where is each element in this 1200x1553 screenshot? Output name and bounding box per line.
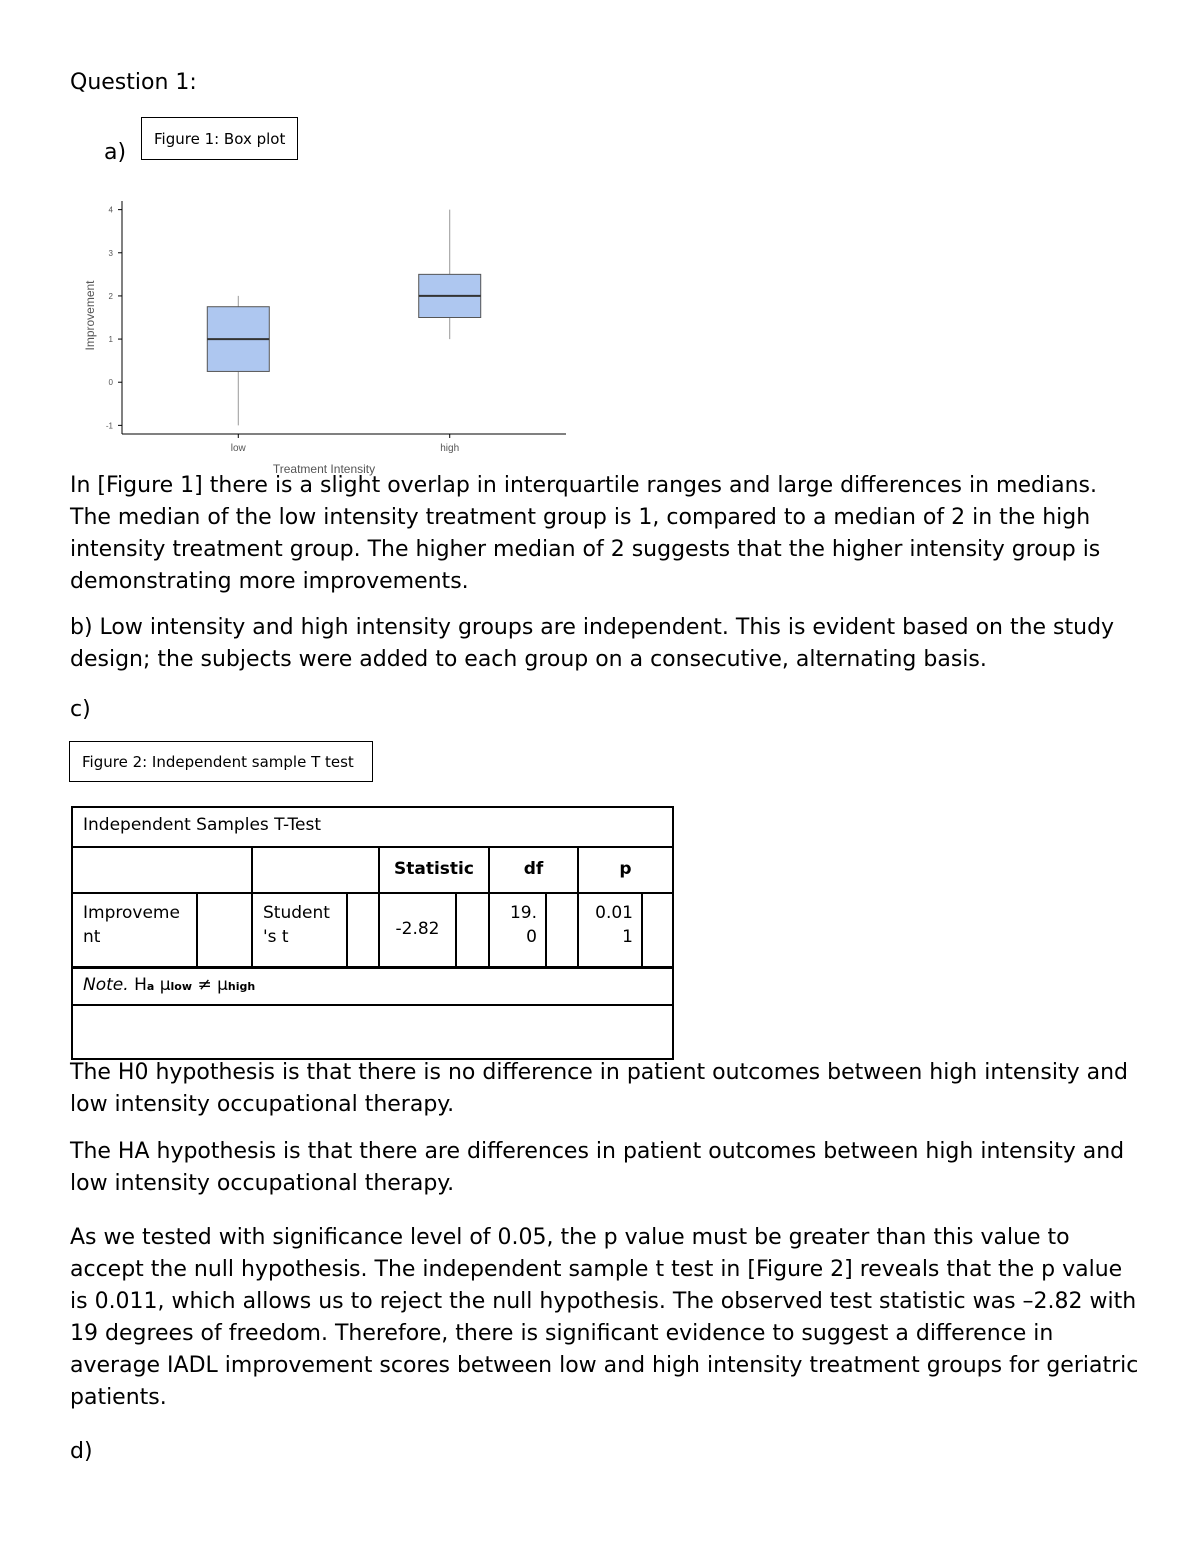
cell-empty-4 <box>547 892 579 966</box>
table-row <box>73 892 672 969</box>
note-neq: ≠ <box>197 975 212 995</box>
note-mu-low: μ <box>159 975 171 995</box>
paragraph-h0: The H0 hypothesis is that there is no difference in patient outcomes between high intensity and low intensity occupational therapy. <box>70 1060 1128 1117</box>
y-tick-label: 0 <box>108 378 113 388</box>
header-statistic: Statistic <box>380 846 490 892</box>
part-c-label: c) <box>70 697 91 722</box>
x-tick-label-low: low <box>230 443 246 454</box>
part-a-label: a) <box>104 140 127 165</box>
note-high: high <box>227 980 256 993</box>
note-a: a <box>146 980 155 993</box>
paragraph-ha: The HA hypothesis is that there are differences in patient outcomes between high intensity and low intensity occupational therapy. <box>70 1139 1125 1196</box>
cell-empty-3 <box>457 892 490 966</box>
paragraph-part-b: b) Low intensity and high intensity groups are independent. This is evident based on the study design; the subjects were added to each group on a consecutive, alternating basis. <box>70 615 1115 672</box>
table-note-row <box>73 966 672 1006</box>
cell-empty-2 <box>348 892 380 966</box>
y-tick-label: 3 <box>108 248 113 258</box>
cell-test-line1: Student <box>263 903 330 923</box>
cell-empty-1 <box>198 892 253 966</box>
figure2-caption-text: Figure 2: Independent sample T test <box>82 752 354 771</box>
header-p: p <box>619 859 632 879</box>
cell-p-line1: 0.01 <box>595 903 633 923</box>
note-h: H <box>134 975 147 995</box>
table-title: Independent Samples T-Test <box>83 815 322 835</box>
part-d-label: d) <box>70 1439 93 1464</box>
y-tick-label: 1 <box>108 335 113 345</box>
note-mu-high: μ <box>217 975 228 995</box>
note-low: low <box>170 980 193 993</box>
cell-df <box>490 892 547 966</box>
y-tick-label: 4 <box>108 205 113 215</box>
cell-statistic: -2.82 <box>380 892 457 966</box>
paragraph-conclusion: As we tested with significance level of 0.05, the p value must be greater than this value to accept the null hypothesis. The independent sample t test in [Figure 2] reveals that the p value is 0.011, which allows us to reject the null hypothesis. The observed test statistic was –2.82 with 19 degrees of freedom. Therefore, there is significant evidence to suggest a difference in average IADL improvement scores between low and high intensity treatment groups for geriatric patients. <box>70 1225 1139 1410</box>
table-title-row <box>73 808 672 848</box>
cell-p-line2: 1 <box>622 927 633 947</box>
cell-test <box>253 892 348 966</box>
figure1-caption-text: Figure 1: Box plot <box>154 129 286 148</box>
y-tick-label: 2 <box>108 291 113 301</box>
table-header-row <box>73 846 672 894</box>
x-tick-label-high: high <box>440 443 460 454</box>
figure1-caption <box>141 117 298 160</box>
cell-test-line2: 's t <box>263 927 289 947</box>
cell-df-line2: 0 <box>526 927 537 947</box>
paragraph-part-a: In [Figure 1] there is a slight overlap in interquartile ranges and large differences in medians. The median of the low intensity treatment group is 1, compared to a median of 2 in the high intensity treatment group. The higher median of 2 suggests that the higher intensity group is demonstrating more improvements. <box>70 473 1101 594</box>
question-heading: Question 1: <box>70 70 197 95</box>
y-tick-label: -1 <box>105 421 113 431</box>
t-test-table <box>71 806 674 1060</box>
table-note <box>83 975 255 995</box>
cell-p <box>579 892 643 966</box>
header-empty-1 <box>73 846 253 892</box>
header-empty-2 <box>253 846 380 892</box>
box-plot-chart <box>78 195 578 480</box>
note-label: Note. <box>83 975 129 995</box>
x-axis-label: Treatment Intensity <box>272 462 376 476</box>
header-df: df <box>490 846 579 892</box>
cell-variable-line1: Improveme <box>83 903 180 923</box>
cell-variable-line2: nt <box>83 927 101 947</box>
y-axis-label: Improvement <box>83 280 97 351</box>
cell-variable <box>73 892 198 966</box>
figure2-caption <box>69 741 373 782</box>
cell-empty-5 <box>643 892 672 966</box>
cell-df-line1: 19. <box>509 903 537 923</box>
